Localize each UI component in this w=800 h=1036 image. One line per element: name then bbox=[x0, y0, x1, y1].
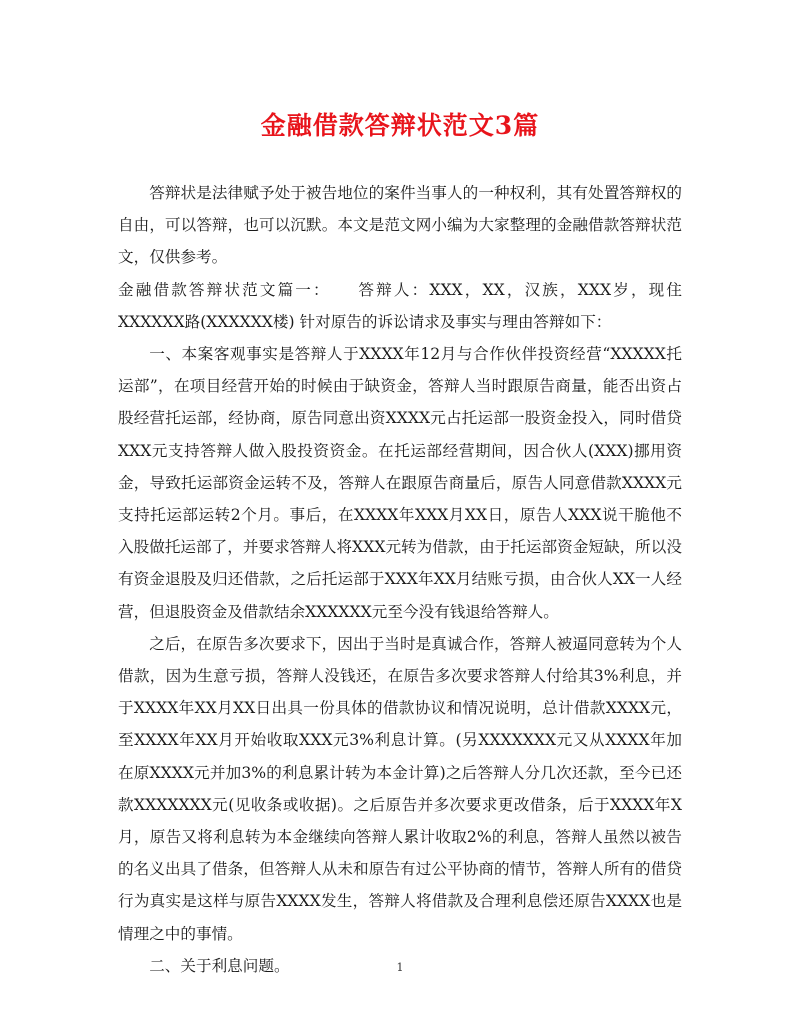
document-title: 金融借款答辩状范文3篇 bbox=[260, 111, 540, 140]
paragraph-interest-heading: 二、关于利息问题。 bbox=[149, 956, 290, 975]
paragraph-facts: 一、本案客观事实是答辩人于XXXX年12月与合作伙伴投资经营“XXXXX托运部”，在项目经营开始的时候由于缺资金，答辩人当时跟原告商量，能否出资占股经营托运部，经协商，原告同意出资XXXX元占托运部一股资金投入，同时借贷XXX元支持答辩人做入股投资资金。在托运部经营期间，因合伙人(XXX)挪用资金，导致托运部资金运转不及，答辩人在跟原告商量后，原告人同意借款XXXX元支持托运部运转2个月。事后，在XXXX年XXX月XX日，原告人XXX说干脆他不入股做托运部了，并要求答辩人将XXX元转为借款，由于托运部资金短缺，所以没有资金退股及归还借款，之后托运部于XXX年XX月结账亏损，由合伙人XX一人经营，但退股资金及借款结余XXXXXX元至今没有钱退给答辩人。 bbox=[118, 345, 682, 621]
paragraph-respondent-info: 金融借款答辩状范文篇一： 答辩人：XXX，XX，汉族，XXX岁，现住XXXXXX路(XXXXXX楼) 针对原告的诉讼请求及事实与理由答辩如下： bbox=[118, 280, 682, 331]
paragraph-loan-history: 之后，在原告多次要求下，因出于当时是真诚合作，答辩人被逼同意转为个人借款，因为生意亏损，答辩人没钱还，在原告多次要求答辩人付给其3%利息，并于XXXX年XX月XX日出具一份具体的借款协议和情况说明，总计借款XXXX元，至XXXX年XX月开始收取XXX元3%利息计算。(另XXXXXXX元又从XXXX年加在原XXXX元并加3%的利息累计转为本金计算)之后答辩人分几次还款，至今已还款XXXXXXX元(见收条或收据)。之后原告并多次要求更改借条，后于XXXX年X月，原告又将利息转为本金继续向答辩人累计收取2%的利息，答辩人虽然以被告的名义出具了借条，但答辩人从未和原告有过公平协商的情节，答辩人所有的借贷行为真实是这样与原告XXXX发生，答辩人将借款及合理利息偿还原告XXXX也是情理之中的事情。 bbox=[118, 634, 682, 943]
document-body bbox=[118, 177, 682, 982]
paragraph-intro: 答辩状是法律赋予处于被告地位的案件当事人的一种权利，其有处置答辩权的自由，可以答辩，也可以沉默。本文是范文网小编为大家整理的金融借款答辩状范文，仅供参考。 bbox=[118, 184, 682, 267]
page-number: 1 bbox=[396, 961, 404, 974]
